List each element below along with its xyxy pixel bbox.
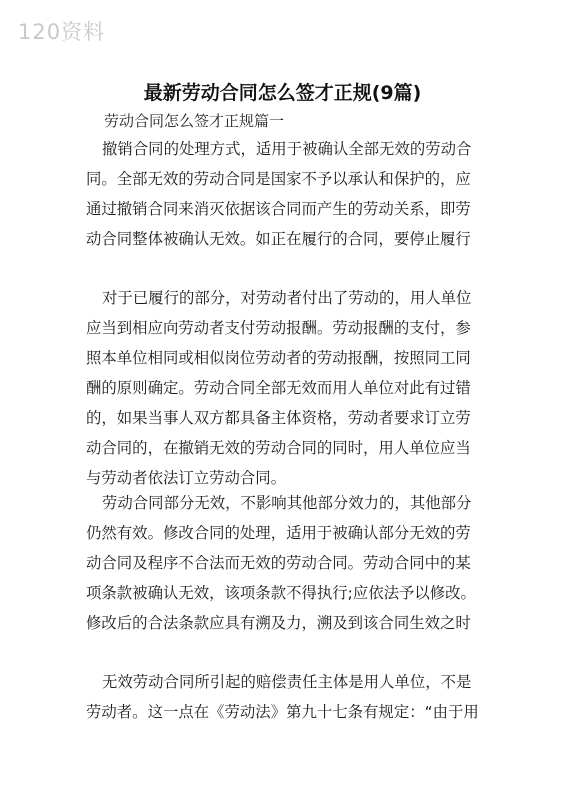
paragraph-line: 通过撤销合同来消灭依据该合同而产生的劳动关系，即劳 xyxy=(86,200,471,218)
paragraph-line: 对于已履行的部分，对劳动者付出了劳动的，用人单位 xyxy=(102,289,472,307)
section-subtitle: 劳动合同怎么签才正规篇一 xyxy=(104,112,285,130)
paragraph-4 xyxy=(86,667,494,727)
paragraph-1 xyxy=(86,134,494,254)
paragraph-line: 酬的原则确定。劳动合同全部无效而用人单位对此有过错 xyxy=(86,379,471,397)
paragraph-3 xyxy=(86,488,494,638)
document-title: 最新劳动合同怎么签才正规(9篇) xyxy=(143,82,422,104)
paragraph-line: 动合同及程序不合法而无效的劳动合同。劳动合同中的某 xyxy=(86,554,471,572)
paragraph-line: 照本单位相同或相似岗位劳动者的劳动报酬，按照同工同 xyxy=(86,349,471,367)
paragraph-line: 的，如果当事人双方都具备主体资格，劳动者要求订立劳 xyxy=(86,409,471,427)
paragraph-line: 撤销合同的处理方式，适用于被确认全部无效的劳动合 xyxy=(102,140,472,158)
paragraph-line: 动合同整体被确认无效。如正在履行的合同，要停止履行 xyxy=(86,230,471,248)
watermark-logo: 120资料 xyxy=(18,20,106,44)
paragraph-line: 应当到相应向劳动者支付劳动报酬。劳动报酬的支付，参 xyxy=(86,319,471,337)
paragraph-line: 动合同的，在撤销无效的劳动合同的同时，用人单位应当 xyxy=(86,439,471,457)
paragraph-line: 劳动者。这一点在《劳动法》第九十七条有规定：“由于用 xyxy=(86,703,479,721)
paragraph-line: 无效劳动合同所引起的赔偿责任主体是用人单位，不是 xyxy=(102,673,472,691)
paragraph-line: 与劳动者依法订立劳动合同。 xyxy=(86,469,287,487)
paragraph-line: 仍然有效。修改合同的处理，适用于被确认部分无效的劳 xyxy=(86,524,471,542)
paragraph-line: 项条款被确认无效，该项条款不得执行;应依法予以修改。 xyxy=(86,584,476,602)
paragraph-line: 同。全部无效的劳动合同是国家不予以承认和保护的，应 xyxy=(86,170,471,188)
paragraph-2 xyxy=(86,283,494,493)
paragraph-line: 劳动合同部分无效，不影响其他部分效力的，其他部分 xyxy=(102,494,472,512)
paragraph-line: 修改后的合法条款应具有溯及力，溯及到该合同生效之时 xyxy=(86,614,471,632)
